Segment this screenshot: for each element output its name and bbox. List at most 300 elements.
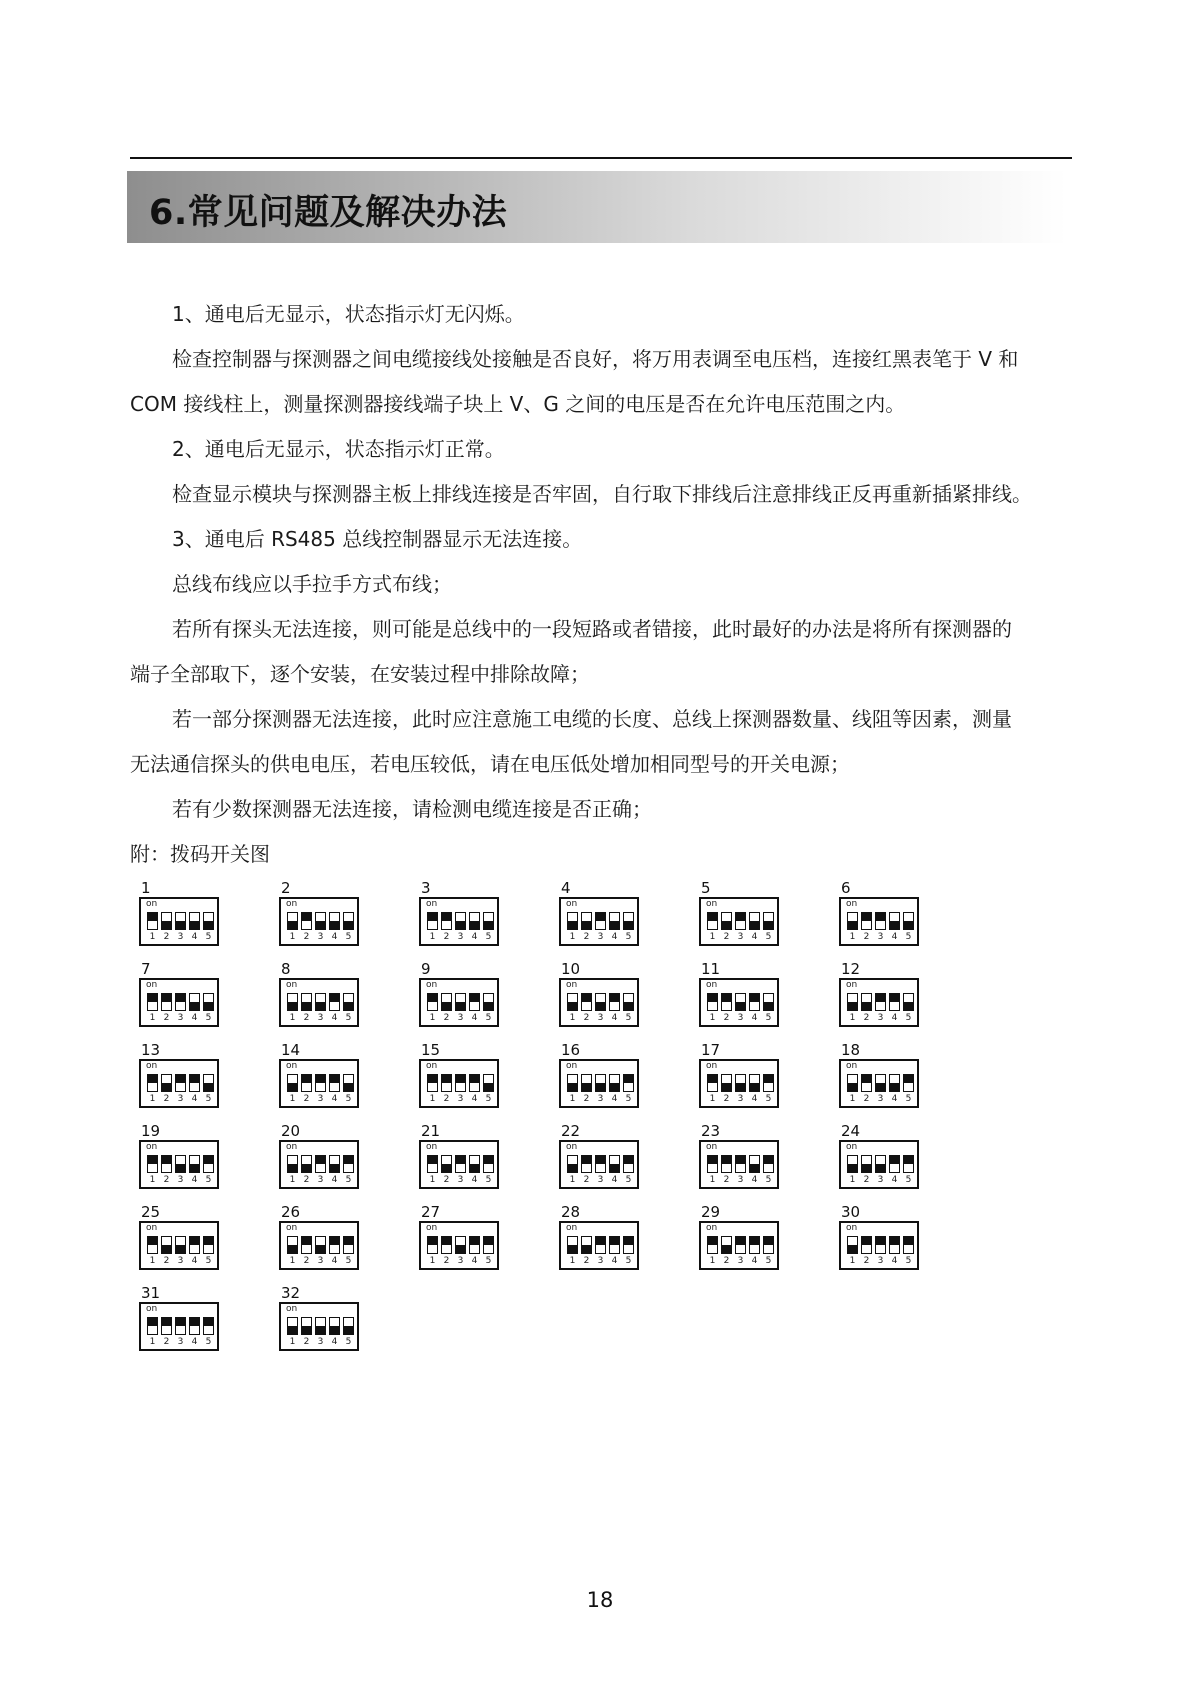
switch-knob-on <box>442 913 451 921</box>
switch-knob-on <box>750 994 759 1002</box>
switch-knob-on <box>442 1075 451 1083</box>
dip-switch-body <box>139 978 219 1027</box>
switch-number: 4 <box>891 932 898 942</box>
switch-knob-on <box>596 1237 605 1245</box>
switch-number: 1 <box>709 1013 716 1023</box>
switch-knob-off <box>876 1083 885 1091</box>
switch-knob-on <box>162 1156 171 1164</box>
switch-number: 4 <box>751 1013 758 1023</box>
switch-knob-off <box>862 1164 871 1172</box>
dip-switch-body <box>139 1302 219 1351</box>
on-label: on <box>846 1142 858 1152</box>
switch-2 <box>581 1236 592 1254</box>
dip-switch-diagram <box>693 880 803 960</box>
switch-2 <box>161 1236 172 1254</box>
switch-knob-off <box>568 1245 577 1253</box>
switch-knob-on <box>204 1156 213 1164</box>
dip-switch-body <box>139 897 219 946</box>
switch-number: 4 <box>471 1256 478 1266</box>
switch-number: 2 <box>583 1175 590 1185</box>
paragraph: 总线布线应以手拉手方式布线； <box>172 572 452 596</box>
switch-5 <box>623 1155 634 1173</box>
switch-knob-off <box>582 1083 591 1091</box>
dip-switch-diagram <box>553 880 663 960</box>
switch-4 <box>189 1155 200 1173</box>
switch-number: 5 <box>485 1094 492 1104</box>
switch-5 <box>903 1236 914 1254</box>
dip-switch-diagram <box>133 961 243 1041</box>
switch-knob-on <box>876 1237 885 1245</box>
switch-knob-on <box>302 1237 311 1245</box>
address-number: 32 <box>281 1284 301 1302</box>
switch-knob-off <box>750 1164 759 1172</box>
switch-number: 4 <box>471 1175 478 1185</box>
switch-number: 2 <box>723 1013 730 1023</box>
switch-number: 1 <box>429 932 436 942</box>
switch-knob-off <box>848 1083 857 1091</box>
dip-switch-body <box>559 1140 639 1189</box>
switch-number: 5 <box>905 1175 912 1185</box>
on-label: on <box>426 899 438 909</box>
address-number: 8 <box>281 960 291 978</box>
on-label: on <box>146 899 158 909</box>
switch-number: 3 <box>317 1094 324 1104</box>
switch-knob-on <box>330 1075 339 1083</box>
switch-number: 3 <box>177 1337 184 1347</box>
switch-3 <box>735 1155 746 1173</box>
switch-number: 4 <box>191 1256 198 1266</box>
switch-number: 4 <box>331 1175 338 1185</box>
switch-3 <box>875 1074 886 1092</box>
switch-1 <box>427 912 438 930</box>
switch-knob-off <box>456 1002 465 1010</box>
address-number: 5 <box>701 879 711 897</box>
switch-knob-off <box>176 921 185 929</box>
switch-number: 3 <box>317 1337 324 1347</box>
address-number: 29 <box>701 1203 721 1221</box>
dip-switch-diagram <box>693 1204 803 1284</box>
switch-number: 2 <box>303 932 310 942</box>
paragraph: 无法通信探头的供电电压，若电压较低，请在电压低处增加相同型号的开关电源； <box>130 752 850 776</box>
switch-number: 4 <box>331 1094 338 1104</box>
switch-2 <box>161 1155 172 1173</box>
switch-number: 1 <box>289 932 296 942</box>
switch-knob-on <box>862 1075 871 1083</box>
switch-knob-off <box>568 1083 577 1091</box>
dip-switch-diagram <box>413 961 523 1041</box>
dip-switch-diagram <box>413 1123 523 1203</box>
switch-knob-off <box>568 1002 577 1010</box>
switch-number: 3 <box>877 932 884 942</box>
switch-number: 4 <box>191 1094 198 1104</box>
top-rule <box>130 157 1072 159</box>
switch-2 <box>721 1236 732 1254</box>
switch-number: 5 <box>345 1094 352 1104</box>
switch-4 <box>889 1236 900 1254</box>
switch-number: 4 <box>471 1013 478 1023</box>
switch-knob-on <box>344 1156 353 1164</box>
on-label: on <box>146 1223 158 1233</box>
on-label: on <box>706 1223 718 1233</box>
switch-number: 4 <box>891 1175 898 1185</box>
dip-switch-body <box>279 1302 359 1351</box>
switch-number: 5 <box>345 1337 352 1347</box>
dip-switch-body <box>139 1059 219 1108</box>
dip-switch-body <box>419 978 499 1027</box>
switch-5 <box>903 1074 914 1092</box>
on-label: on <box>286 1142 298 1152</box>
switch-number: 5 <box>485 1256 492 1266</box>
switch-1 <box>287 1317 298 1335</box>
switch-2 <box>861 1155 872 1173</box>
dip-switch-diagram <box>273 1204 383 1284</box>
switch-2 <box>861 993 872 1011</box>
switch-5 <box>203 1074 214 1092</box>
dip-switch-body <box>559 978 639 1027</box>
switch-number: 5 <box>485 932 492 942</box>
switch-number: 4 <box>751 1256 758 1266</box>
switch-number: 2 <box>863 932 870 942</box>
switch-2 <box>441 993 452 1011</box>
switch-number: 4 <box>891 1013 898 1023</box>
switch-4 <box>609 1236 620 1254</box>
dip-switch-diagram <box>833 1042 943 1122</box>
dip-switch-body <box>559 897 639 946</box>
switch-knob-off <box>288 1164 297 1172</box>
switch-1 <box>287 1074 298 1092</box>
dip-switch-diagram <box>273 1042 383 1122</box>
switch-knob-on <box>456 1075 465 1083</box>
switch-2 <box>441 912 452 930</box>
switch-number: 3 <box>737 1256 744 1266</box>
dip-switch-diagram <box>133 1042 243 1122</box>
switch-knob-on <box>148 1237 157 1245</box>
on-label: on <box>846 899 858 909</box>
switch-knob-off <box>288 1002 297 1010</box>
switch-1 <box>567 912 578 930</box>
switch-knob-off <box>162 1245 171 1253</box>
on-label: on <box>846 1223 858 1233</box>
switch-4 <box>329 993 340 1011</box>
switch-4 <box>889 993 900 1011</box>
switch-number: 1 <box>429 1094 436 1104</box>
switch-4 <box>469 993 480 1011</box>
switch-knob-off <box>190 1002 199 1010</box>
switch-knob-off <box>610 1083 619 1091</box>
switch-number: 3 <box>457 1013 464 1023</box>
switch-number: 3 <box>317 1013 324 1023</box>
switch-5 <box>343 1236 354 1254</box>
switch-4 <box>749 1155 760 1173</box>
switch-4 <box>329 1236 340 1254</box>
switch-knob-on <box>148 1075 157 1083</box>
switch-1 <box>147 912 158 930</box>
switch-number: 1 <box>429 1256 436 1266</box>
switch-number: 4 <box>891 1256 898 1266</box>
on-label: on <box>286 980 298 990</box>
switch-5 <box>763 1155 774 1173</box>
switch-1 <box>847 1236 858 1254</box>
switch-number: 1 <box>849 932 856 942</box>
switch-knob-on <box>582 994 591 1002</box>
switch-knob-on <box>876 994 885 1002</box>
switch-number: 5 <box>345 1175 352 1185</box>
address-number: 9 <box>421 960 431 978</box>
switch-knob-on <box>148 1318 157 1326</box>
on-label: on <box>706 899 718 909</box>
switch-number: 3 <box>877 1256 884 1266</box>
switch-3 <box>735 1074 746 1092</box>
switch-knob-on <box>204 1237 213 1245</box>
switch-knob-off <box>316 1326 325 1334</box>
switch-4 <box>609 1074 620 1092</box>
address-number: 26 <box>281 1203 301 1221</box>
on-label: on <box>146 980 158 990</box>
switch-knob-on <box>162 994 171 1002</box>
switch-1 <box>847 1074 858 1092</box>
paragraph: COM 接线柱上，测量探测器接线端子块上 V、G 之间的电压是否在允许电压范围之内。 <box>130 392 906 416</box>
switch-number: 4 <box>331 932 338 942</box>
switch-number: 4 <box>191 1013 198 1023</box>
switch-number: 2 <box>443 1175 450 1185</box>
switch-number: 3 <box>877 1175 884 1185</box>
switch-number: 5 <box>765 932 772 942</box>
switch-knob-on <box>162 1318 171 1326</box>
dip-switch-diagram <box>553 1204 663 1284</box>
switch-knob-off <box>848 1164 857 1172</box>
switch-5 <box>343 1074 354 1092</box>
switch-1 <box>287 1155 298 1173</box>
address-number: 2 <box>281 879 291 897</box>
switch-knob-off <box>582 921 591 929</box>
switch-knob-on <box>904 1075 913 1083</box>
switch-knob-on <box>722 1156 731 1164</box>
switch-4 <box>749 993 760 1011</box>
switch-number: 5 <box>625 1175 632 1185</box>
on-label: on <box>566 1223 578 1233</box>
address-number: 16 <box>561 1041 581 1059</box>
switch-knob-on <box>708 913 717 921</box>
switch-1 <box>707 1074 718 1092</box>
switch-3 <box>875 912 886 930</box>
switch-number: 2 <box>863 1175 870 1185</box>
switch-2 <box>161 1074 172 1092</box>
switch-knob-on <box>764 1237 773 1245</box>
switch-number: 3 <box>177 1256 184 1266</box>
switch-5 <box>763 1236 774 1254</box>
switch-1 <box>147 1236 158 1254</box>
switch-knob-off <box>204 1002 213 1010</box>
on-label: on <box>566 980 578 990</box>
switch-knob-on <box>316 1156 325 1164</box>
switch-knob-off <box>316 1002 325 1010</box>
dip-switch-body <box>699 978 779 1027</box>
paragraph: 若有少数探测器无法连接，请检测电缆连接是否正确； <box>172 797 652 821</box>
switch-knob-off <box>848 1245 857 1253</box>
dip-switch-body <box>699 1221 779 1270</box>
dip-switch-body <box>139 1140 219 1189</box>
address-number: 6 <box>841 879 851 897</box>
switch-knob-on <box>176 1075 185 1083</box>
dip-switch-diagram <box>273 880 383 960</box>
switch-3 <box>735 993 746 1011</box>
switch-knob-on <box>484 1156 493 1164</box>
switch-4 <box>749 912 760 930</box>
address-number: 1 <box>141 879 151 897</box>
switch-knob-on <box>750 1237 759 1245</box>
switch-number: 5 <box>205 932 212 942</box>
switch-knob-off <box>470 921 479 929</box>
switch-knob-off <box>610 921 619 929</box>
dip-switch-grid <box>133 880 1053 1400</box>
switch-number: 5 <box>205 1337 212 1347</box>
address-number: 21 <box>421 1122 441 1140</box>
switch-number: 2 <box>303 1337 310 1347</box>
switch-number: 5 <box>345 1256 352 1266</box>
switch-knob-on <box>190 1318 199 1326</box>
switch-1 <box>707 1236 718 1254</box>
switch-1 <box>287 912 298 930</box>
switch-number: 5 <box>765 1175 772 1185</box>
switch-number: 1 <box>709 932 716 942</box>
switch-knob-off <box>176 1245 185 1253</box>
switch-number: 5 <box>485 1013 492 1023</box>
on-label: on <box>426 1142 438 1152</box>
switch-4 <box>189 1236 200 1254</box>
switch-number: 5 <box>765 1256 772 1266</box>
switch-knob-off <box>722 1245 731 1253</box>
dip-switch-diagram <box>833 1204 943 1284</box>
switch-number: 3 <box>597 1094 604 1104</box>
switch-1 <box>147 1155 158 1173</box>
switch-5 <box>483 1074 494 1092</box>
switch-knob-on <box>428 1237 437 1245</box>
switch-4 <box>189 1074 200 1092</box>
switch-4 <box>329 912 340 930</box>
switch-number: 2 <box>863 1013 870 1023</box>
dip-switch-body <box>559 1059 639 1108</box>
switch-number: 4 <box>611 1175 618 1185</box>
switch-number: 1 <box>569 1094 576 1104</box>
switch-number: 3 <box>597 1175 604 1185</box>
switch-number: 5 <box>345 932 352 942</box>
paragraph: 1、通电后无显示，状态指示灯无闪烁。 <box>172 302 525 326</box>
switch-number: 3 <box>457 1175 464 1185</box>
switch-knob-off <box>344 921 353 929</box>
switch-number: 3 <box>177 1094 184 1104</box>
switch-knob-on <box>302 913 311 921</box>
switch-number: 3 <box>457 1256 464 1266</box>
switch-5 <box>343 1317 354 1335</box>
switch-knob-off <box>162 1083 171 1091</box>
switch-number: 3 <box>597 932 604 942</box>
switch-3 <box>595 1074 606 1092</box>
address-number: 22 <box>561 1122 581 1140</box>
switch-3 <box>315 1236 326 1254</box>
switch-1 <box>567 1155 578 1173</box>
switch-number: 5 <box>205 1256 212 1266</box>
switch-2 <box>581 912 592 930</box>
switch-2 <box>721 1074 732 1092</box>
dip-switch-body <box>839 978 919 1027</box>
switch-5 <box>343 912 354 930</box>
switch-knob-off <box>596 1083 605 1091</box>
switch-5 <box>623 1236 634 1254</box>
switch-4 <box>609 912 620 930</box>
switch-1 <box>427 1074 438 1092</box>
switch-number: 2 <box>163 1256 170 1266</box>
switch-number: 4 <box>611 1094 618 1104</box>
switch-5 <box>903 993 914 1011</box>
switch-knob-on <box>624 1237 633 1245</box>
switch-knob-off <box>442 1002 451 1010</box>
switch-knob-off <box>344 1002 353 1010</box>
switch-knob-off <box>288 1083 297 1091</box>
switch-3 <box>175 912 186 930</box>
switch-knob-on <box>470 1075 479 1083</box>
switch-number: 1 <box>289 1175 296 1185</box>
switch-knob-on <box>862 1237 871 1245</box>
switch-knob-on <box>302 1075 311 1083</box>
switch-3 <box>315 1317 326 1335</box>
section-heading-bar <box>127 171 1067 243</box>
switch-knob-off <box>904 921 913 929</box>
switch-knob-on <box>484 1237 493 1245</box>
switch-number: 1 <box>569 1175 576 1185</box>
switch-2 <box>441 1155 452 1173</box>
switch-number: 2 <box>443 1094 450 1104</box>
switch-knob-on <box>596 1156 605 1164</box>
switch-number: 5 <box>905 1256 912 1266</box>
switch-1 <box>707 1155 718 1173</box>
dip-switch-diagram <box>273 1123 383 1203</box>
switch-knob-off <box>764 1002 773 1010</box>
switch-knob-off <box>722 1083 731 1091</box>
switch-number: 2 <box>163 932 170 942</box>
switch-number: 1 <box>849 1094 856 1104</box>
switch-1 <box>287 993 298 1011</box>
switch-4 <box>889 1074 900 1092</box>
switch-5 <box>623 993 634 1011</box>
page-number: 18 <box>586 1588 614 1612</box>
switch-number: 3 <box>597 1256 604 1266</box>
address-number: 24 <box>841 1122 861 1140</box>
address-number: 10 <box>561 960 581 978</box>
switch-knob-on <box>722 994 731 1002</box>
switch-number: 2 <box>163 1094 170 1104</box>
on-label: on <box>426 980 438 990</box>
switch-number: 5 <box>205 1094 212 1104</box>
section-heading: 6.常见问题及解决办法 <box>149 193 508 233</box>
switch-5 <box>903 1155 914 1173</box>
switch-number: 5 <box>205 1013 212 1023</box>
on-label: on <box>146 1304 158 1314</box>
switch-3 <box>315 1074 326 1092</box>
switch-3 <box>315 1155 326 1173</box>
switch-5 <box>763 993 774 1011</box>
paragraph: 附：拨码开关图 <box>130 842 270 866</box>
switch-2 <box>721 993 732 1011</box>
switch-number: 3 <box>457 932 464 942</box>
switch-number: 2 <box>583 932 590 942</box>
switch-number: 4 <box>331 1013 338 1023</box>
switch-5 <box>483 912 494 930</box>
switch-number: 1 <box>709 1256 716 1266</box>
switch-1 <box>567 1074 578 1092</box>
switch-number: 4 <box>331 1337 338 1347</box>
switch-knob-on <box>890 994 899 1002</box>
switch-1 <box>147 1074 158 1092</box>
